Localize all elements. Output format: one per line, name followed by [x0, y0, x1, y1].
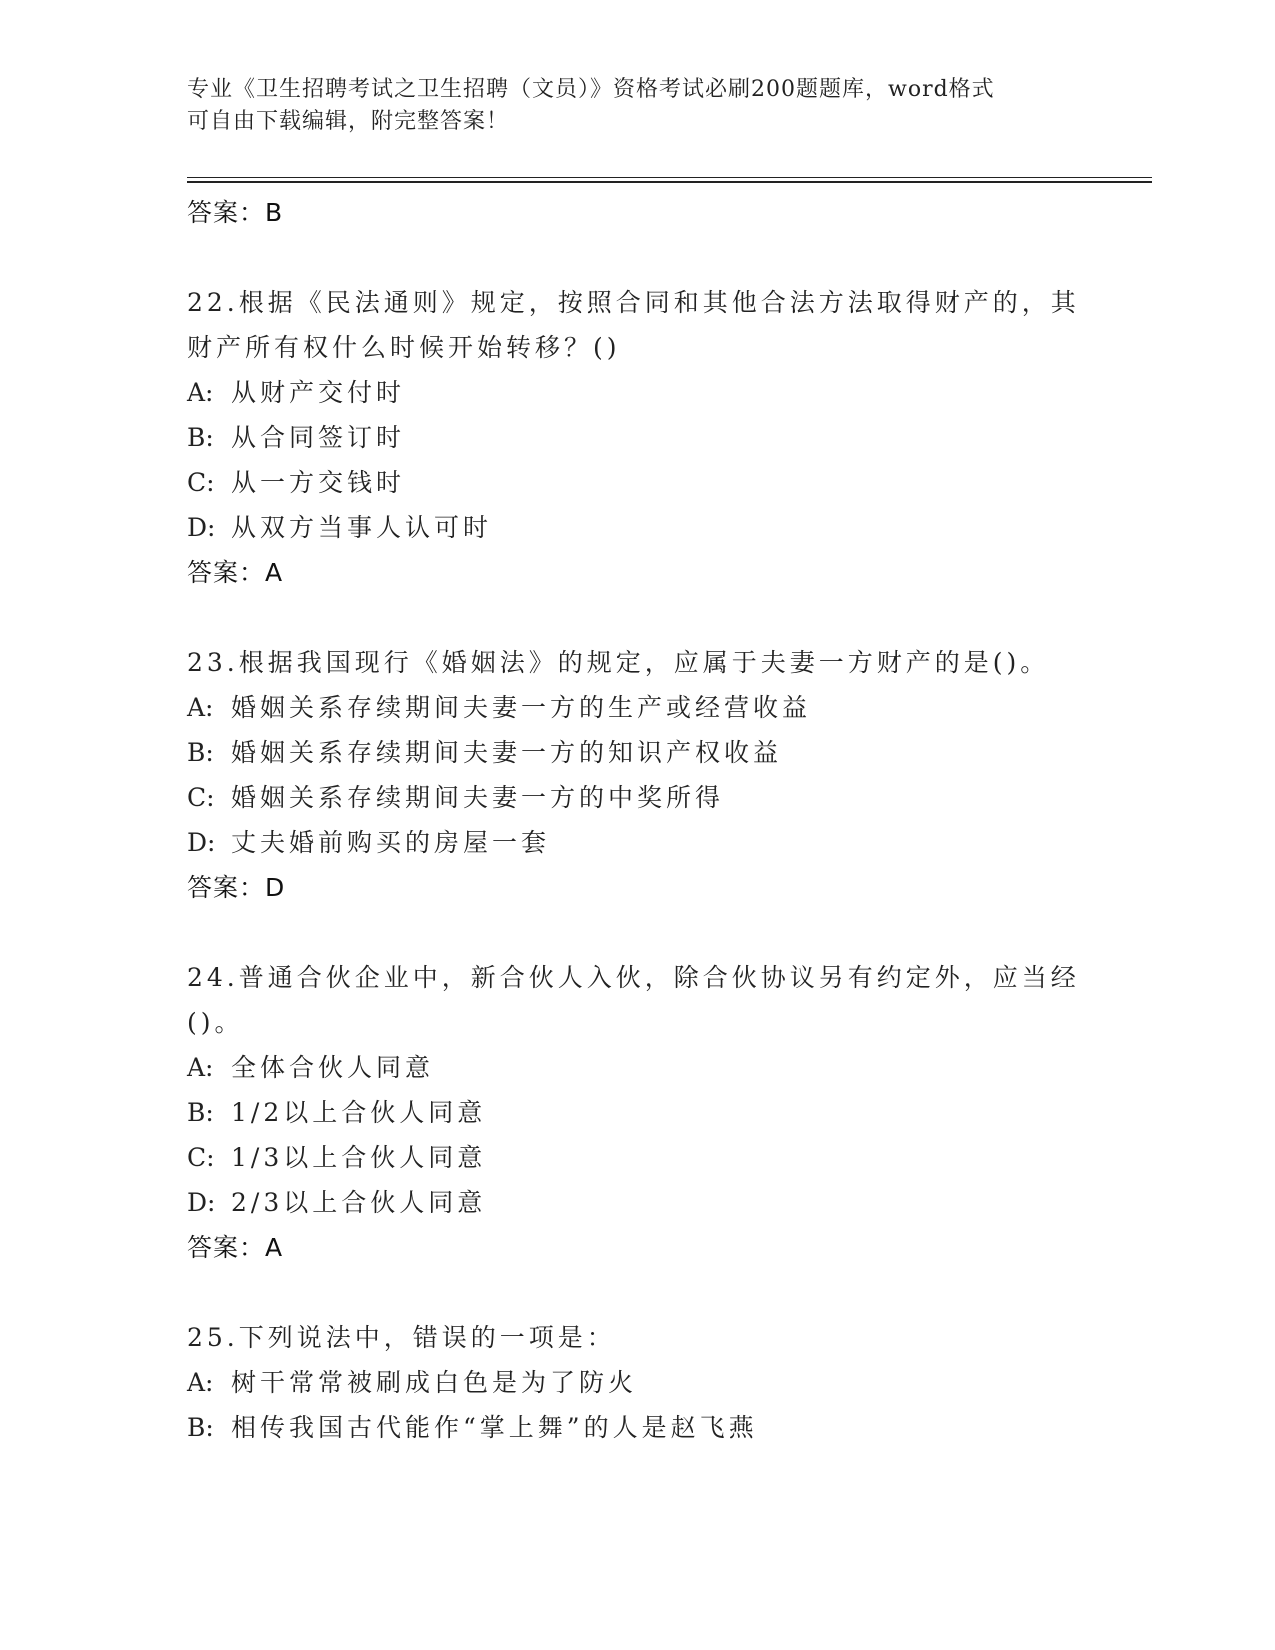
option-b: [187, 415, 1087, 460]
option-letter: A:: [187, 1053, 214, 1082]
option-letter: A:: [187, 693, 214, 722]
question-stem-line: 23.根据我国现行《婚姻法》的规定，应属于夫妻一方财产的是()。: [187, 648, 1050, 677]
previous-question-answer: 答案：B: [187, 198, 284, 227]
question-23: [187, 640, 1087, 910]
header-divider-thin: [187, 177, 1152, 178]
option-b: [187, 730, 1087, 775]
question-answer: 答案：A: [187, 558, 284, 587]
option-letter: D:: [187, 828, 216, 857]
option-text: 全体合伙人同意: [231, 1053, 435, 1082]
option-text: 2/3以上合伙人同意: [231, 1188, 487, 1217]
option-letter: D:: [187, 513, 216, 542]
option-text: 1/2以上合伙人同意: [231, 1098, 487, 1127]
option-letter: A:: [187, 1368, 214, 1397]
header-divider-thick: [187, 181, 1152, 183]
option-text: 从一方交钱时: [231, 468, 406, 497]
option-c: [187, 1135, 1087, 1180]
option-a: [187, 1360, 1087, 1405]
option-d: [187, 820, 1087, 865]
option-d: [187, 505, 1087, 550]
option-text: 婚姻关系存续期间夫妻一方的知识产权收益: [231, 738, 783, 767]
question-stem-line: 22.根据《民法通则》规定，按照合同和其他合法方法取得财产的，其: [187, 288, 1080, 317]
option-c: [187, 460, 1087, 505]
question-22: [187, 280, 1087, 595]
question-stem: [187, 280, 1087, 370]
option-text: 1/3以上合伙人同意: [231, 1143, 487, 1172]
option-letter: B:: [187, 1413, 214, 1442]
option-letter: B:: [187, 1098, 214, 1127]
option-letter: C:: [187, 1143, 215, 1172]
question-stem: [187, 1315, 1087, 1360]
option-text: 从财产交付时: [231, 378, 406, 407]
question-stem-line: 25.下列说法中，错误的一项是：: [187, 1323, 616, 1352]
option-letter: C:: [187, 468, 215, 497]
option-text: 从双方当事人认可时: [231, 513, 493, 542]
option-letter: A:: [187, 378, 214, 407]
option-c: [187, 775, 1087, 820]
option-b: [187, 1090, 1087, 1135]
option-d: [187, 1180, 1087, 1225]
option-a: [187, 685, 1087, 730]
question-stem-line: 24.普通合伙企业中，新合伙人入伙，除合伙协议另有约定外，应当经: [187, 963, 1080, 992]
option-text: 从合同签订时: [231, 423, 406, 452]
option-letter: D:: [187, 1188, 216, 1217]
question-answer: 答案：D: [187, 873, 286, 902]
option-b: [187, 1405, 1087, 1450]
header-line-2: 可自由下载编辑，附完整答案！: [187, 109, 510, 134]
question-answer: 答案：A: [187, 1233, 284, 1262]
document-content: [187, 190, 1087, 1450]
option-text: 丈夫婚前购买的房屋一套: [231, 828, 551, 857]
option-a: [187, 1045, 1087, 1090]
question-stem-line: 财产所有权什么时候开始转移？(): [187, 333, 621, 362]
question-stem-line: ()。: [187, 1008, 244, 1037]
option-text: 婚姻关系存续期间夫妻一方的中奖所得: [231, 783, 725, 812]
option-a: [187, 370, 1087, 415]
question-25: [187, 1315, 1087, 1450]
document-header: [187, 74, 1087, 138]
option-text: 婚姻关系存续期间夫妻一方的生产或经营收益: [231, 693, 812, 722]
option-letter: B:: [187, 738, 214, 767]
question-stem: [187, 640, 1087, 685]
option-text: 相传我国古代能作“掌上舞”的人是赵飞燕: [231, 1413, 758, 1442]
option-text: 树干常常被刷成白色是为了防火: [231, 1368, 638, 1397]
option-letter: B:: [187, 423, 214, 452]
header-line-1: 专业《卫生招聘考试之卫生招聘（文员）》资格考试必刷200题题库，word格式: [187, 77, 995, 102]
question-24: [187, 955, 1087, 1270]
option-letter: C:: [187, 783, 215, 812]
question-stem: [187, 955, 1087, 1045]
